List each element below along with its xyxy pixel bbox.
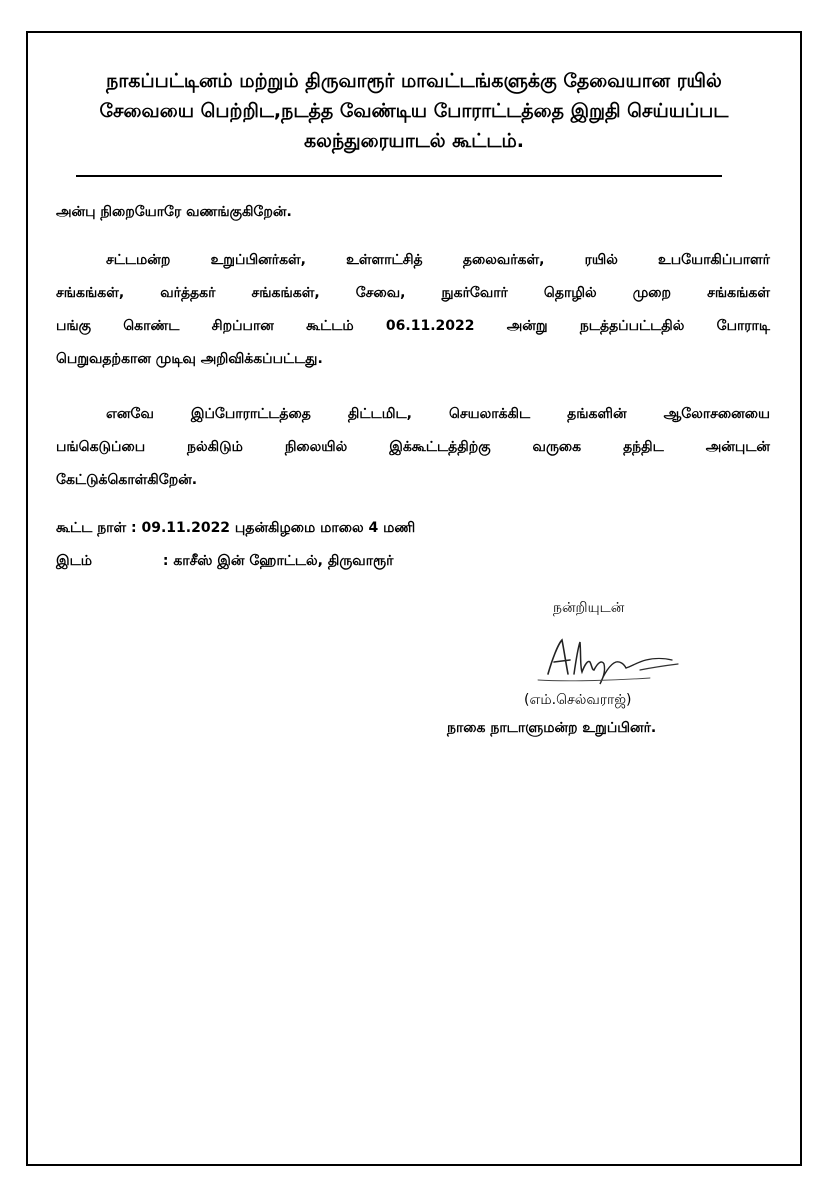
paragraph-2-line-1: எனவே இப்போராட்டத்தை திட்டமிட, செயலாக்கிட தங்களின் ஆலோசனையை: [106, 406, 770, 422]
paragraph-1-line-2: சங்கங்கள், வர்த்தகர் சங்கங்கள், சேவை, நுகர்வோர் தொழில் முறை சங்கங்கள்: [56, 285, 770, 301]
signer-title: நாகை நாடாளுமன்ற உறுப்பினர்.: [447, 720, 657, 736]
title-line-3: கலந்துரையாடல் கூட்டம்.: [304, 130, 524, 152]
title-line-2: சேவையை பெற்றிட,நடத்த வேண்டிய போராட்டத்தை இறுதி செய்யப்பட: [99, 100, 729, 122]
salutation: அன்பு நிறையோரே வணங்குகிறேன்.: [56, 204, 292, 220]
paragraph-2-line-3: கேட்டுக்கொள்கிறேன்.: [56, 472, 198, 488]
title-line-1: நாகப்பட்டினம் மற்றும் திருவாரூர் மாவட்டங்களுக்கு தேவையான ரயில்: [106, 70, 722, 92]
paragraph-2: [56, 398, 770, 497]
paragraph-1-line-3: பங்கு கொண்ட சிறப்பான கூட்டம் 06.11.2022 அன்று நடத்தப்பட்டதில் போராடி: [56, 318, 770, 334]
meeting-date-value: 09.11.2022 புதன்கிழமை மாலை 4 மணி: [141, 520, 416, 536]
page-border: [26, 31, 802, 1166]
meeting-venue: [56, 553, 393, 571]
paragraph-2-line-2: பங்கெடுப்பை நல்கிடும் நிலையில் இக்கூட்டத்திற்கு வருகை தந்திட அன்புடன்: [56, 439, 770, 455]
paragraph-1-line-4: பெறுவதற்கான முடிவு அறிவிக்கப்பட்டது.: [56, 351, 323, 367]
meeting-venue-label: இடம்: [56, 553, 93, 569]
paragraph-1-line-1: சட்டமன்ற உறுப்பினர்கள், உள்ளாட்சித் தலைவர்கள், ரயில் உபயோகிப்பாளர்: [106, 252, 770, 268]
letter-title: [44, 66, 784, 156]
signer-name: (எம்.செல்வராஜ்): [524, 692, 632, 708]
meeting-date-label: கூட்ட நாள் :: [56, 520, 137, 536]
signature-mark: [530, 630, 700, 690]
meeting-venue-value: : காசீஸ் இன் ஹோட்டல், திருவாரூர்: [162, 553, 394, 569]
closing-text: நன்றியுடன்: [553, 600, 625, 616]
meeting-date: [56, 520, 415, 538]
paragraph-1: [56, 244, 770, 376]
title-divider: [76, 175, 722, 177]
